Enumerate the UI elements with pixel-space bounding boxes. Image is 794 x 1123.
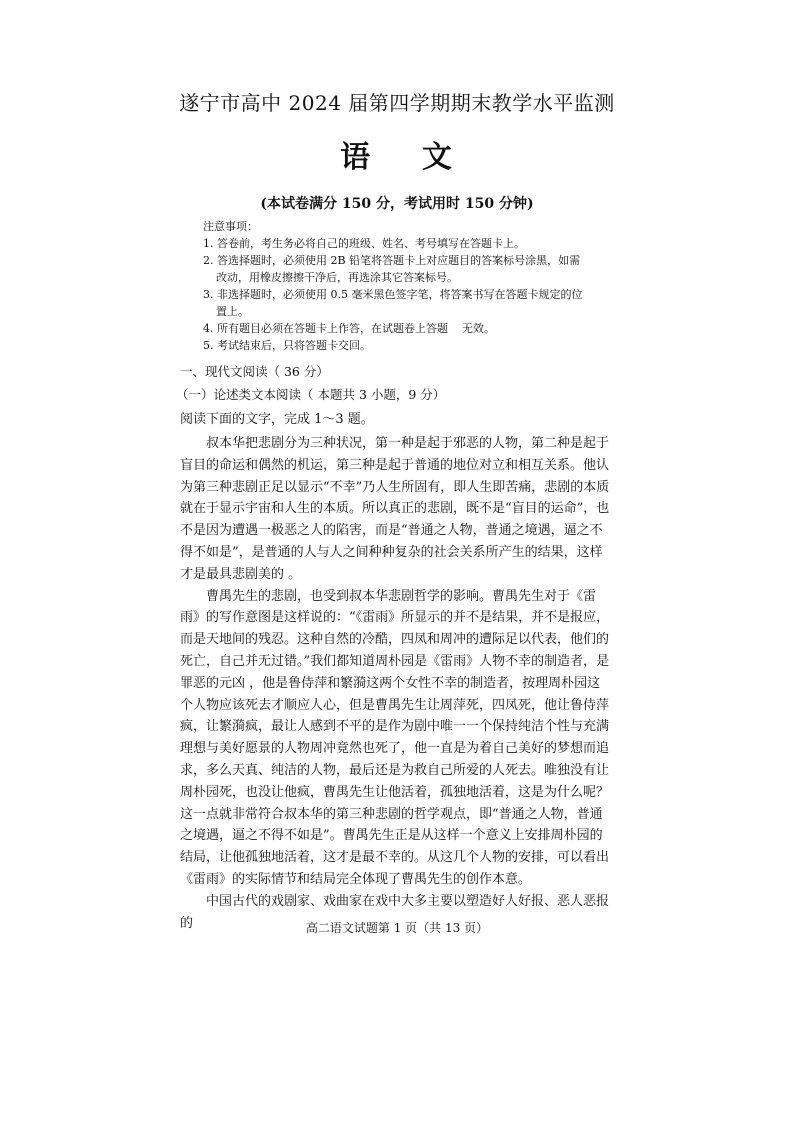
subject-title: 语 文 — [340, 140, 454, 175]
page-footer: 高二语文试题第 1 页（共 13 页） — [305, 921, 489, 935]
section-heading: 一、现代文阅读（ 36 分） — [180, 364, 329, 379]
notice-item: 1. 答卷前，考生务必将自己的班级、姓名、考号填写在答题卡上。 — [203, 237, 525, 250]
notice-item-continued: 改动，用橡皮擦擦干净后，再选涂其它答案标号。 — [216, 271, 458, 284]
passage-paragraph: 叔本华把悲剧分为三种状况，第一种是起于邪恶的人物，第二种是起于盲目的命运和偶然的机运，第三种是起于普通的地位对立和相互关系。他认为第三种悲剧正足以显示“不幸”乃人生所固有，即人生即苦痛，悲剧的本质就在于显示宇宙和人生的本质。所以真正的悲剧，既不是“盲目的运命”，也不是因为遭遇一极恶之人的陷害，而是“普通之人物，普通之境遇，逼之不得不如是”，是普通的人与人之间种种复杂的社会关系所产生的结果，这样才是最具悲剧美的 。 — [180, 436, 610, 582]
notice-item: 5. 考试结束后，只将答题卡交回。 — [203, 339, 371, 352]
passage-paragraph: 中国古代的戏剧家、戏曲家在戏中大多主要以塑造好人好报、恶人恶报的 — [180, 893, 610, 931]
passage-paragraph: 曹禺先生的悲剧，也受到叔本华悲剧哲学的影响。曹禺先生对于《雷雨》的写作意图是这样说的：“《雷雨》所显示的并不是结果，并不是报应，而是天地间的残忍。这种自然的冷酷，四凤和周冲的遭际足以代表，他们的死亡，自己并无过错。”我们都知道周朴园是《雷雨》人物不幸的制造者，是罪恶的元凶 ，他是鲁侍萍和繁漪这两个女性不幸的制造者，按理周朴园这个人物应该死去才顺应人心，但是曹禺先生让周萍死，四凤死，他让鲁侍萍疯，让繁漪疯，最让人感到不平的是作为剧中唯一一个保持纯洁个性与充满理想与美好愿景的人物周冲竟然也死了，他一直是为着自己美好的梦想而追求，多么天真、纯洁的人物，最后还是为救自己所爱的人死去。唯独没有让周朴园死，也没让他疯，曹禺先生让他活着，孤独地活着，这是为什么呢？这一点就非常符合叔本华的第三种悲剧的哲学观点，即“普通之人物，普通之境遇，逼之不得不如是”。曹禺先生正是从这样一个意义上安排周朴园的结局，让他孤独地活着，这才是最不幸的。从这几个人物的安排，可以看出《雷雨》的实际情节和结局完全体现了曹禺先生的创作本意。 — [180, 588, 610, 887]
exam-info: (本试卷满分 150 分，考试用时 150 分钟) — [260, 196, 534, 212]
notice-heading: 注意事项： — [203, 220, 258, 233]
reading-instruction: 阅读下面的文字，完成 1～3 题。 — [180, 412, 374, 427]
notice-item: 4. 所有题目必须在答题卡上作答，在试题卷上答题 无效。 — [203, 322, 495, 335]
reading-passage — [180, 433, 612, 934]
exam-title: 遂宁市高中 2024 届第四学期期末教学水平监测 — [179, 91, 615, 115]
notice-item-continued: 置上。 — [216, 305, 249, 318]
notice-item: 2. 答选择题时，必须使用 2B 铅笔将答题卡上对应题目的答案标号涂黑，如需 — [203, 254, 581, 267]
notice-block — [203, 218, 583, 354]
subsection-heading: （一）论述类文本阅读（ 本题共 3 小题，9 分） — [176, 387, 446, 402]
notice-item: 3. 非选择题时，必须使用 0.5 毫米黑色签字笔，将答案书写在答题卡规定的位 — [203, 288, 583, 301]
